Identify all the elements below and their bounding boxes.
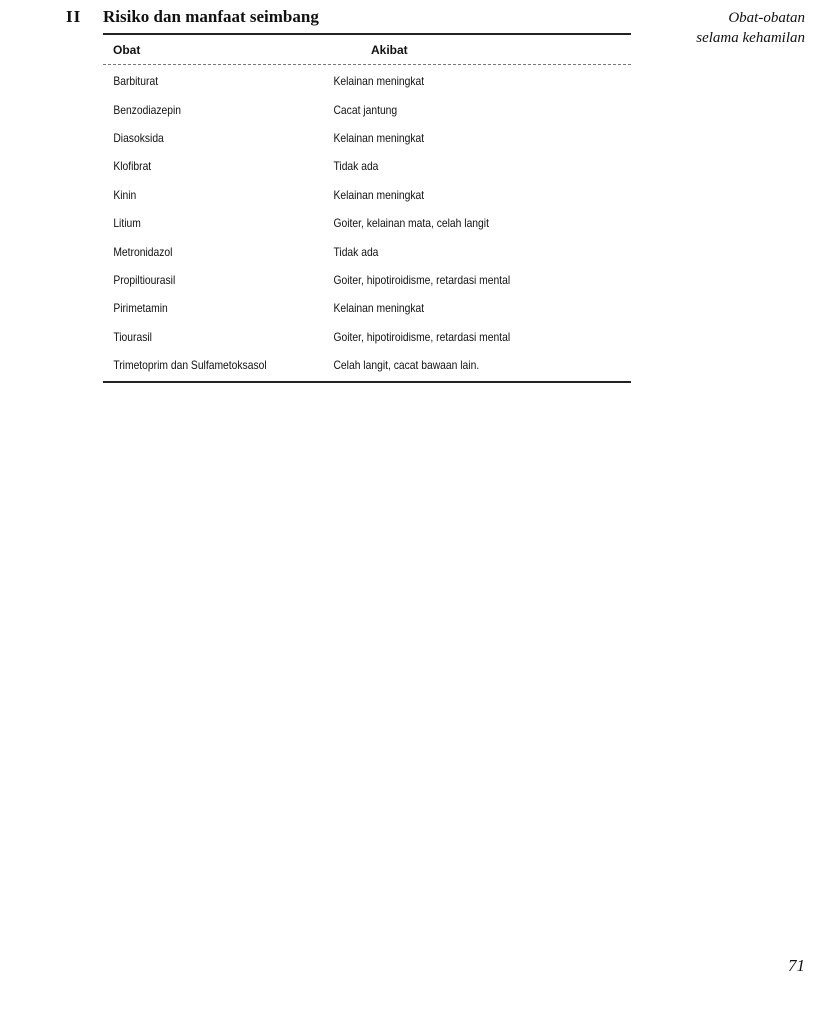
table-row xyxy=(103,323,557,351)
section-title: Risiko dan manfaat seimbang xyxy=(103,7,319,26)
cell-akibat: Tidak ada xyxy=(333,244,379,259)
table-row xyxy=(103,124,557,152)
cell-obat: Kinin xyxy=(113,187,137,202)
cell-obat: Litium xyxy=(113,216,141,231)
running-head-line-1: Obat-obatan xyxy=(728,10,805,26)
table-bottom-rule xyxy=(103,381,631,383)
cell-akibat: Goiter, hipotiroidisme, retardasi mental xyxy=(333,329,511,344)
table-row xyxy=(103,266,557,294)
table-row xyxy=(103,67,557,95)
table-row xyxy=(103,95,557,123)
column-header-akibat: Akibat xyxy=(371,42,408,57)
running-head-line-2: selama kehamilan xyxy=(696,30,805,46)
table-row xyxy=(103,351,557,379)
table-row xyxy=(103,152,557,180)
cell-akibat: Tidak ada xyxy=(333,159,379,174)
cell-obat: Metronidazol xyxy=(113,244,173,259)
cell-akibat: Kelainan meningkat xyxy=(333,74,425,89)
table-row xyxy=(103,181,557,209)
table-row xyxy=(103,294,557,322)
cell-akibat: Kelainan meningkat xyxy=(333,187,425,202)
cell-obat: Klofibrat xyxy=(113,159,152,174)
column-header-obat: Obat xyxy=(113,42,141,57)
cell-obat: Pirimetamin xyxy=(113,301,168,316)
table-row xyxy=(103,237,557,265)
cell-akibat: Cacat jantung xyxy=(333,102,398,117)
cell-akibat: Kelainan meningkat xyxy=(333,301,425,316)
cell-obat: Tiourasil xyxy=(113,329,152,344)
cell-akibat: Celah langit, cacat bawaan lain. xyxy=(333,358,480,373)
table-header-row xyxy=(103,35,631,65)
cell-akibat: Kelainan meningkat xyxy=(333,130,425,145)
section-number: II xyxy=(66,7,82,26)
table-body xyxy=(103,65,631,381)
running-head xyxy=(696,8,805,48)
cell-obat: Benzodiazepin xyxy=(113,102,182,117)
cell-obat: Propiltiourasil xyxy=(113,272,176,287)
cell-akibat: Goiter, kelainan mata, celah langit xyxy=(333,216,489,231)
cell-obat: Barbiturat xyxy=(113,74,159,89)
drug-effects-table xyxy=(103,33,631,383)
cell-akibat: Goiter, hipotiroidisme, retardasi mental xyxy=(333,272,511,287)
cell-obat: Diasoksida xyxy=(113,130,164,145)
page-number: 71 xyxy=(788,956,805,975)
cell-obat: Trimetoprim dan Sulfametoksasol xyxy=(113,358,267,373)
table-row xyxy=(103,209,557,237)
